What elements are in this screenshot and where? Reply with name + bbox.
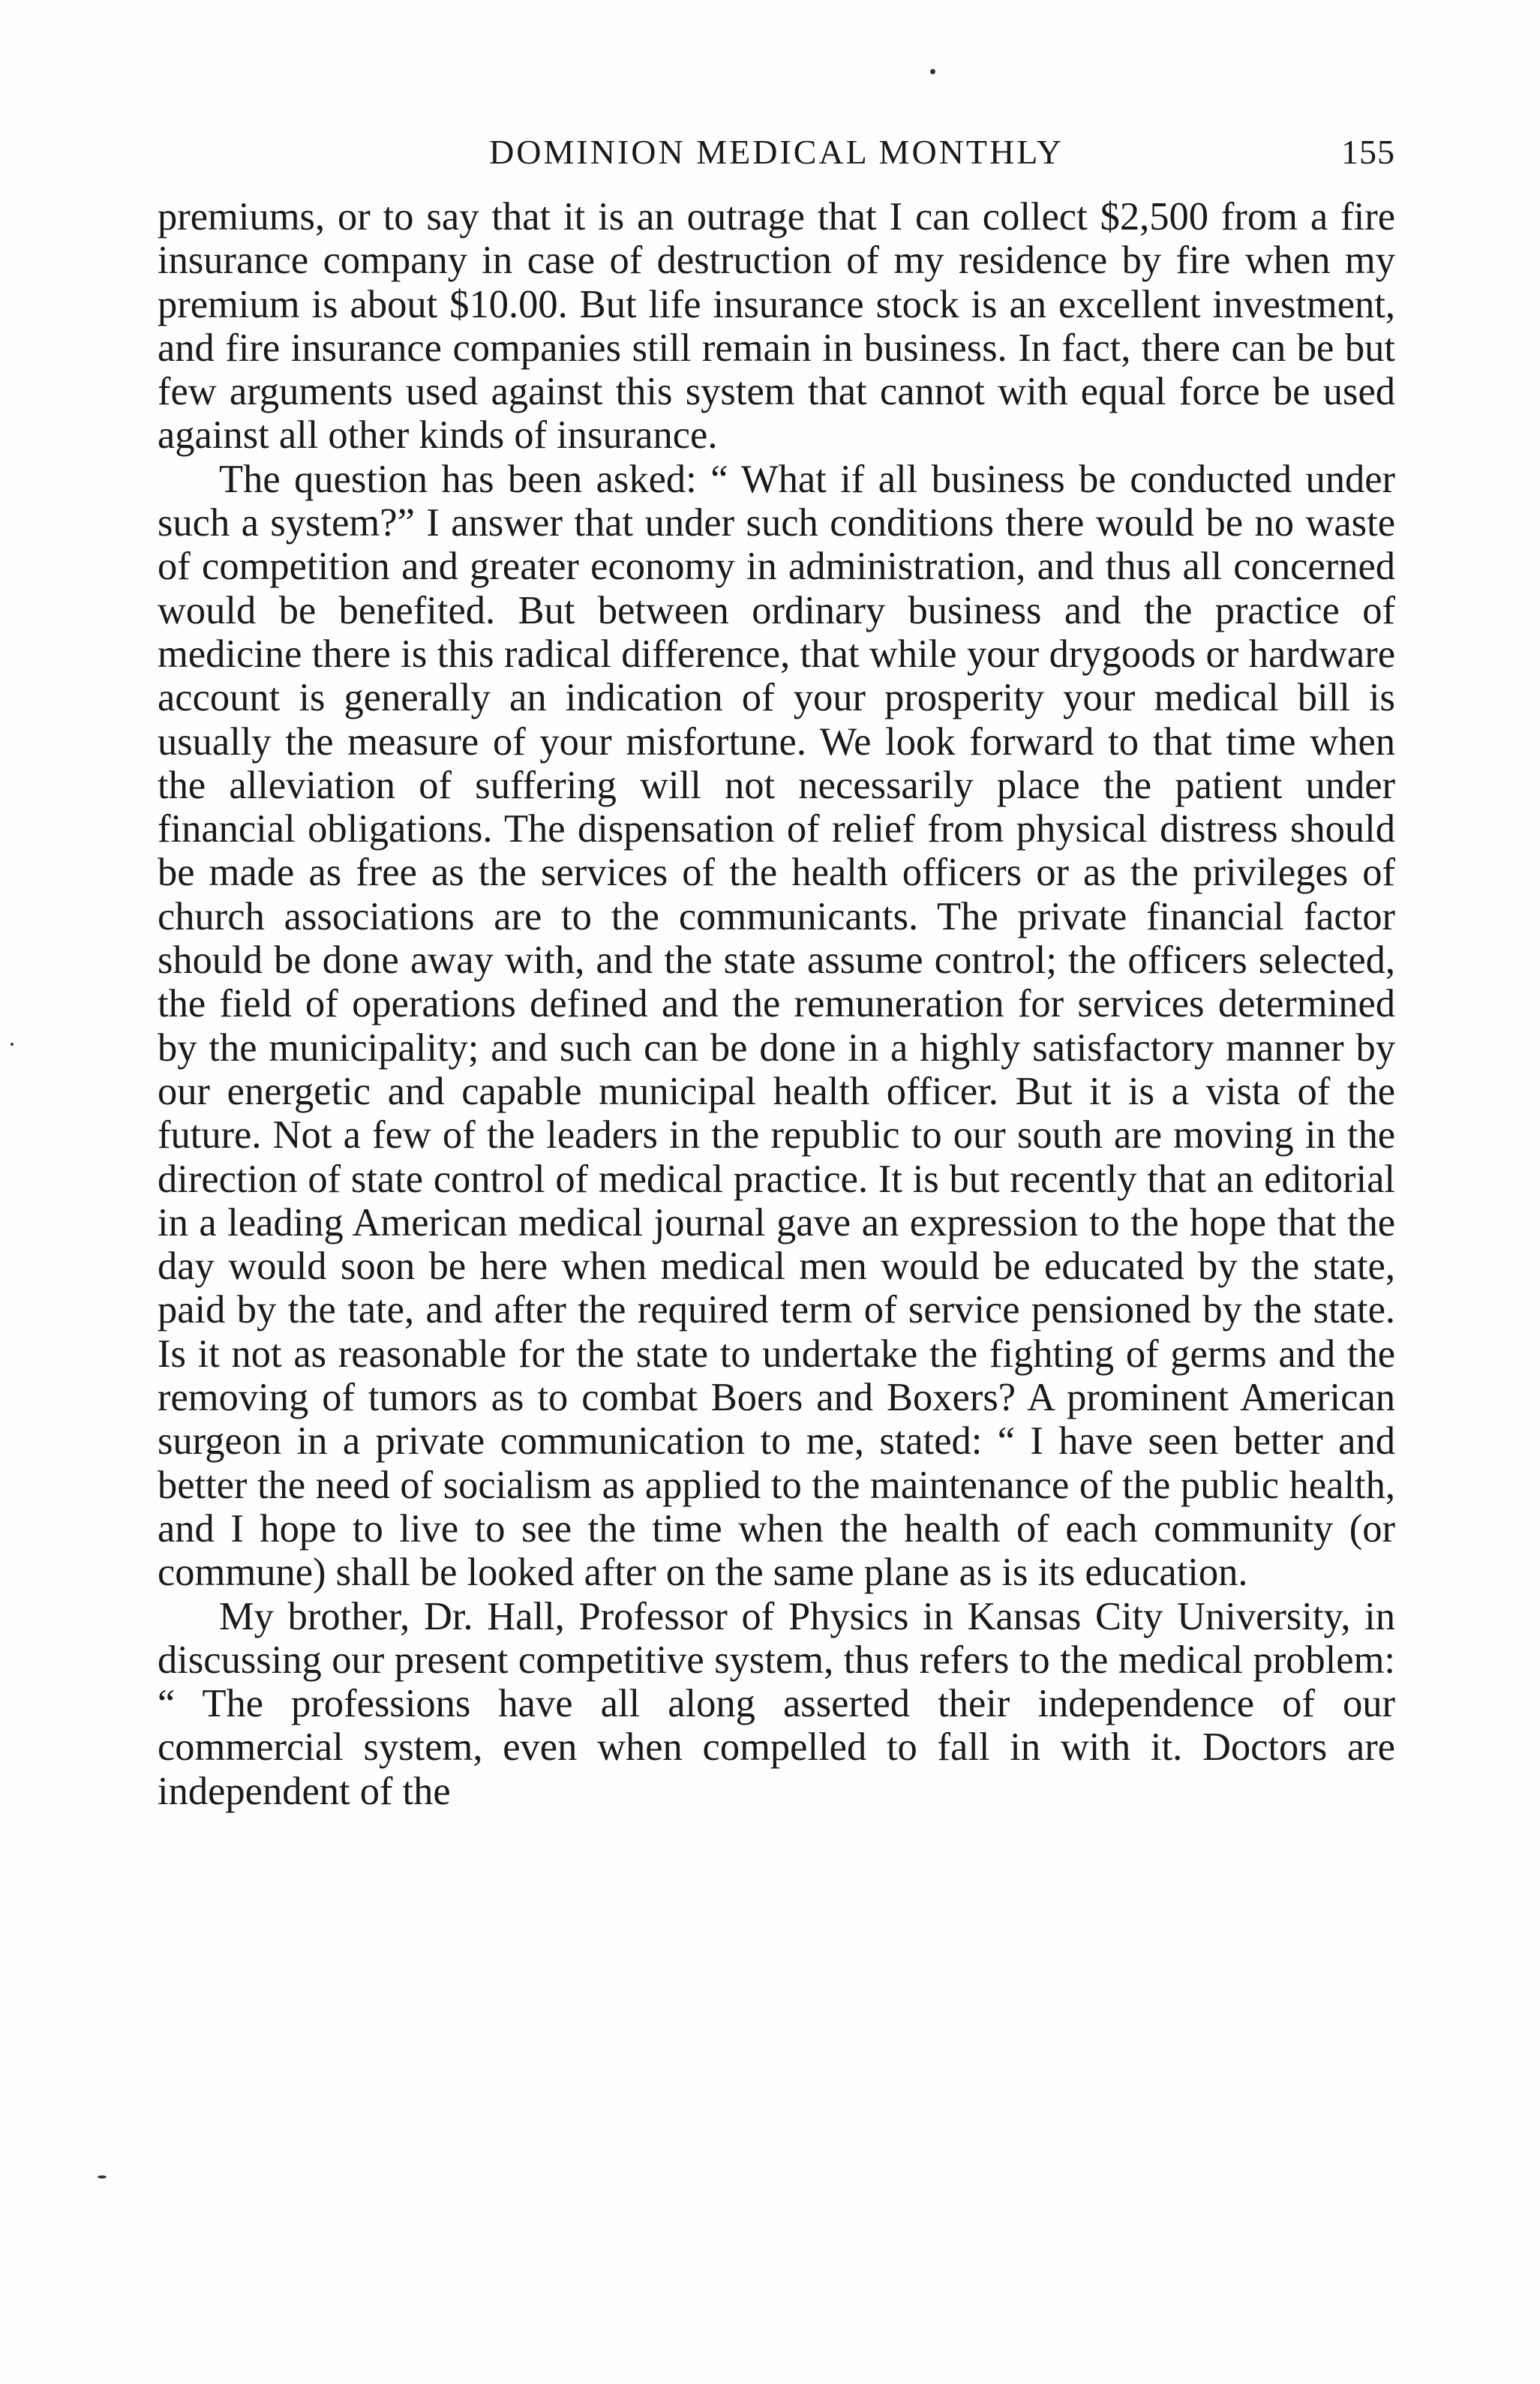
journal-title: DOMINION MEDICAL MONTHLY	[489, 133, 1064, 171]
scan-speck	[11, 1043, 14, 1046]
scan-speck	[930, 69, 935, 74]
body-text	[158, 195, 1395, 1813]
paragraph-continued: premiums, or to say that it is an outrage that I can collect $2,500 from a fire insurance company in case of destruction of my residence by fire when my premium is about $10.00. But life insurance stock is an excellent investment, and fire insurance companies still remain in business. In fact, there can be but few arguments used against this system that cannot with equal force be used against all other kinds of insurance.	[158, 195, 1395, 458]
running-head	[158, 126, 1395, 179]
scan-speck	[98, 2175, 107, 2178]
paragraph-dr-hall: My brother, Dr. Hall, Professor of Physics in Kansas City University, in discussing our present competitive system, thus refers to the medical problem: “ The professions have all along asserted their independence of our commercial system, even when compelled to fall in with it. Doctors are independent of the	[158, 1594, 1395, 1813]
page-number: 155	[1341, 133, 1395, 171]
paragraph-state-medicine: The question has been asked: “ What if all business be conducted under such a system?” I answer that under such conditions there would be no waste of competition and greater economy in administration, and thus all concerned would be benefited. But between ordinary business and the practice of medicine there is this radical difference, that while your drygoods or hardware account is generally an indication of your prosperity your medical bill is usually the measure of your misfortune. We look forward to that time when the alleviation of suffering will not necessarily place the patient under financial obligations. The dispensation of relief from physical distress should be made as free as the services of the health officers or as the privileges of church associations are to the communicants. The private financial factor should be done away with, and the state assume control; the officers selected, the field of operations defined and the remuneration for services determined by the municipality; and such can be done in a highly satisfactory manner by our energetic and capable municipal health officer. But it is a vista of the future. Not a few of the leaders in the republic to our south are moving in the direction of state control of medical practice. It is but recently that an editorial in a leading American medical journal gave an expression to the hope that the day would soon be here when medical men would be educated by the state, paid by the tate, and after the required term of service pensioned by the state. Is it not as reasonable for the state to undertake the fighting of germs and the removing of tumors as to combat Boers and Boxers? A prominent American surgeon in a private communication to me, stated: “ I have seen better and better the need of socialism as applied to the maintenance of the public health, and I hope to live to see the time when the health of each community (or commune) shall be looked after on the same plane as is its education.	[158, 457, 1395, 1595]
